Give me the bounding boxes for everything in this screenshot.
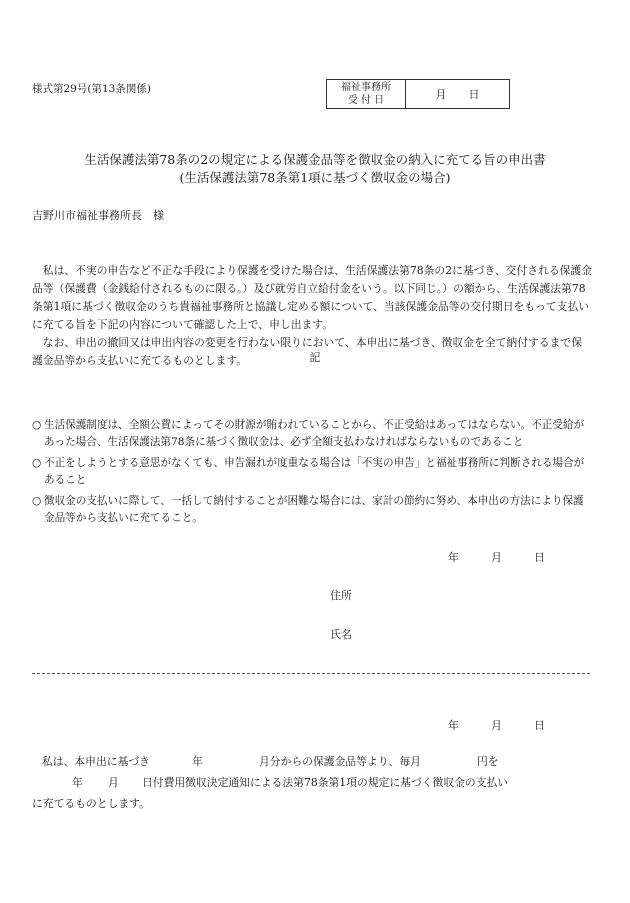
lower-text-c: 月分からの保護金品等より、毎月 xyxy=(259,755,421,768)
lower-statement-line3 xyxy=(32,793,592,814)
lower-year-2: 年 xyxy=(72,776,83,789)
circle-bullet-icon: ○ xyxy=(32,419,42,431)
cut-line-divider xyxy=(32,673,590,674)
receipt-label-line2: 受 付 日 xyxy=(347,95,385,106)
signature-month: 月 xyxy=(491,551,502,564)
receipt-day: 日 xyxy=(468,88,480,101)
body-paragraph-1: 私は、不実の申告など不正な手段により保護を受けた場合は、生活保護法第78条の2に基づき、交付される保護金品等（保護費（金銭給付されるものに限る。）及び就労自立給付金をいう。以下同じ。）の額から、生活保護法第78条第1項に基づく徴収金のうち貴福祉事務所と協議し定める額について、当該保護金品等の交付期日をもって支払いに充てる旨を下記の内容について確認した上で、申し出ます。 xyxy=(32,264,593,331)
ki-heading: 記 xyxy=(309,351,321,364)
signature-day: 日 xyxy=(534,551,545,564)
signature-date[interactable] xyxy=(0,549,630,565)
confirmation-item-3 xyxy=(32,493,594,527)
confirmation-item-2 xyxy=(32,455,594,489)
signature-year: 年 xyxy=(448,551,459,564)
circle-bullet-icon: ○ xyxy=(32,457,42,469)
lower-text-line3: に充てるものとします。 xyxy=(32,797,150,810)
confirmation-item-text: 生活保護制度は、全額公費によってその財源が賄われていることから、不正受給はあってはならない。不正受給があった場合、生活保護法第78条に基づく徴収金は、必ず全額支払わなければならないものであること xyxy=(44,419,585,448)
document-title-line2: (生活保護法第78条第1項に基づく徴収金の場合) xyxy=(179,170,451,185)
lower-year-blank: 年 xyxy=(192,755,203,768)
circle-bullet-icon: ○ xyxy=(32,495,42,507)
lower-statement-line1 xyxy=(32,751,592,772)
lower-date[interactable] xyxy=(0,717,630,733)
lower-statement-line2 xyxy=(32,772,592,793)
confirmation-item-text: 不正をしようとする意思がなくても、申告漏れが度重なる場合は「不実の申告」と福祉事務所に判断される場合があること xyxy=(44,457,585,486)
lower-month-2: 月 xyxy=(108,776,119,789)
lower-statement xyxy=(32,751,592,814)
document-title-line1: 生活保護法第78条の2の規定による保護金品等を徴収金の納入に充てる旨の申出書 xyxy=(84,152,546,167)
lower-year: 年 xyxy=(448,719,459,732)
lower-yen: 円を xyxy=(477,755,499,768)
confirmation-item-text: 徴収金の支払いに際して、一括して納付することが困難な場合には、家計の節約に努め、本申出の方法により保護金品等から支払いに充てること。 xyxy=(44,495,584,524)
body-paragraph-2: なお、申出の撤回又は申出内容の変更を行わない限りにおいて、本申出に基づき、徴収金を全て納付するまで保護金品等から支払いに充てるものとします。 xyxy=(32,336,582,367)
address-label: 住所 xyxy=(330,589,352,602)
receipt-date-box xyxy=(326,79,510,109)
receipt-label-line1: 福祉事務所 xyxy=(341,82,391,93)
lower-day: 日 xyxy=(534,719,545,732)
confirmation-item-1 xyxy=(32,417,594,451)
receipt-month: 月 xyxy=(435,88,447,101)
addressee: 吉野川市福祉事務所長 様 xyxy=(32,209,164,222)
receipt-label xyxy=(327,80,406,108)
name-label: 氏名 xyxy=(330,628,352,641)
lower-month: 月 xyxy=(491,719,502,732)
receipt-date-field[interactable] xyxy=(406,80,509,108)
form-number: 様式第29号(第13条関係) xyxy=(32,83,151,95)
lower-text-a: 私は、本申出に基づき xyxy=(42,755,150,768)
lower-text-line2: 日付費用徴収決定通知による法第78条第1項の規定に基づく徴収金の支払い xyxy=(142,776,509,789)
